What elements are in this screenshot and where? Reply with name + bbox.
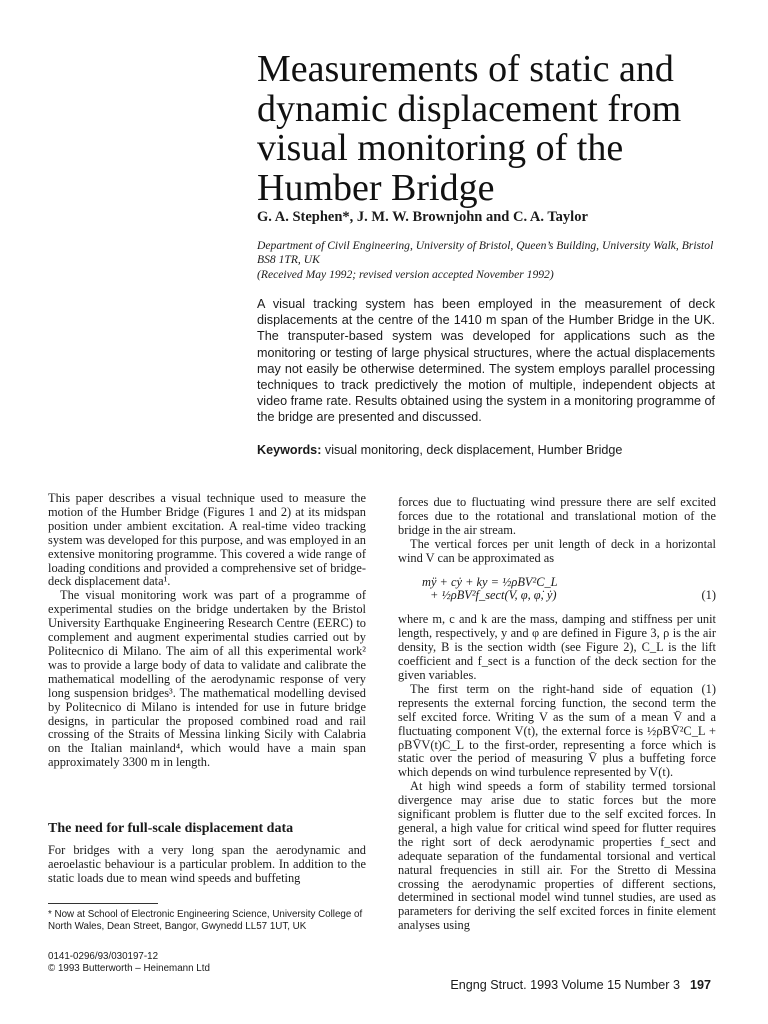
issn-code: 0141-0296/93/030197-12: [48, 951, 159, 962]
keywords-list: visual monitoring, deck displacement, Humber Bridge: [324, 443, 623, 457]
affiliation: Department of Civil Engineering, University of Bristol, Queen’s Building, University Walk, Bristol BS8 1TR, UK: [257, 239, 714, 266]
page-number: 197: [689, 978, 711, 992]
body-paragraph: The visual monitoring work was part of a programme of experimental studies on the bridge undertaken by the Bristol University Earthquake Engineering Research Centre (EERC) to complement and augment experimental studies carried out by Politecnico di Milano. The aim of all this experimental work² was to provide a large body of data to validate and calibrate the mathematical modelling of the aerodynamic response of very long suspension bridges³. The mathematical modelling devised by Politecnico di Milano is intended for use in future bridge designs, in particular the proposed combined road and rail crossing of the Straits of Messina linking Sicily with Calabria on the Italian mainland⁴, which would have a main span approximately 3300 m in length.: [48, 588, 366, 770]
equation-1: [398, 576, 716, 604]
footnote-divider: [48, 903, 158, 904]
section-heading: The need for full-scale displacement data: [48, 821, 294, 836]
copyright-block: [48, 951, 368, 975]
right-column: [398, 496, 716, 933]
abstract: A visual tracking system has been employed in the measurement of deck displacements at the centre of the 1410 m span of the Humber Bridge in the UK. The transputer-based system was developed for applications such as the monitoring or testing of large physical structures, where the actual displacements may not easily be otherwise determined. The system employs parallel processing techniques to track predictively the motion of multiple, independent objects at video frame rate. Results obtained using the system in a monitoring programme of the bridge are presented and discussed.: [257, 297, 715, 425]
title-line: Humber Bridge: [257, 166, 495, 209]
journal-citation: Engng Struct. 1993 Volume 15 Number 3: [450, 978, 680, 992]
body-paragraph: forces due to fluctuating wind pressure there are self excited forces due to the rotational and translational motion of the bridge in the air stream.: [398, 495, 716, 537]
title-line: Measurements of static and: [257, 48, 674, 90]
body-paragraph: where m, c and k are the mass, damping and stiffness per unit length, respectively, y and φ are defined in Figure 3, ρ is the air density, B is the section width (see Figure 2), C_L is the lift coefficient and f_sect is a function of the deck section for the given variables.: [398, 612, 716, 682]
equation-line: + ½ρBV²f_sect(V, φ, φ̇, ẏ): [430, 588, 557, 603]
received-date: (Received May 1992; revised version accepted November 1992): [257, 268, 554, 281]
left-column-intro: [48, 492, 366, 770]
body-paragraph: The first term on the right-hand side of equation (1) represents the external forcing function, the second term the self excited force. Writing V as the sum of a mean V̄ and a fluctuating component V(t), the external force is ½ρBV̄²C_L + ρBV̄V(t)C_L to the first-order, representing a force which is static over the period of measuring V̄ plus a buffeting force which depends on wind turbulence represented by V(t).: [398, 681, 716, 780]
footnote: * Now at School of Electronic Engineering Science, University College of North Wales, Dean Street, Bangor, Gwynedd LL57 1UT, UK: [48, 909, 363, 932]
body-paragraph: At high wind speeds a form of stability termed torsional divergence may arise due to static forces but the more significant problem is flutter due to the self excited forces. In general, a high value for critical wind speed for flutter requires the right sort of deck aerodynamic properties f_sect and adequate separation of the fundamental torsional and vertical natural frequencies in still air. For the Stretto di Messina crossing the aerodynamic properties of different sections, determined in sectional model wind tunnel studies, are used as parameters for deriving the self excited forces in finite element analyses using: [398, 779, 716, 933]
copyright-notice: © 1993 Butterworth – Heinemann Ltd: [48, 963, 210, 974]
author-list: G. A. Stephen*, J. M. W. Brownjohn and C. A. Taylor: [257, 209, 588, 225]
title-line: dynamic displacement from: [257, 87, 682, 130]
equation-number: (1): [701, 588, 716, 603]
title-line: visual monitoring of the: [257, 127, 624, 169]
left-column-section: [48, 844, 366, 886]
body-paragraph: For bridges with a very long span the aerodynamic and aeroelastic behaviour is a particular problem. In addition to the static loads due to mean wind speeds and buffeting: [48, 843, 366, 885]
body-paragraph: This paper describes a visual technique used to measure the motion of the Humber Bridge (Figures 1 and 2) at its midspan position under ambient excitation. A real-time video tracking system was developed for this purpose, and was employed in an extensive monitoring programme. This covered a wide range of loading conditions and provided a comprehensive set of bridge-deck displacement data¹.: [48, 491, 366, 589]
equation-line: mÿ + cẏ + ky = ½ρBV²C_L: [422, 574, 558, 589]
keywords: [257, 443, 727, 457]
body-paragraph: The vertical forces per unit length of deck in a horizontal wind V can be approximated as: [398, 536, 716, 565]
journal-footer: [411, 978, 711, 992]
keywords-label: Keywords:: [257, 443, 322, 457]
paper-title: [257, 50, 727, 208]
